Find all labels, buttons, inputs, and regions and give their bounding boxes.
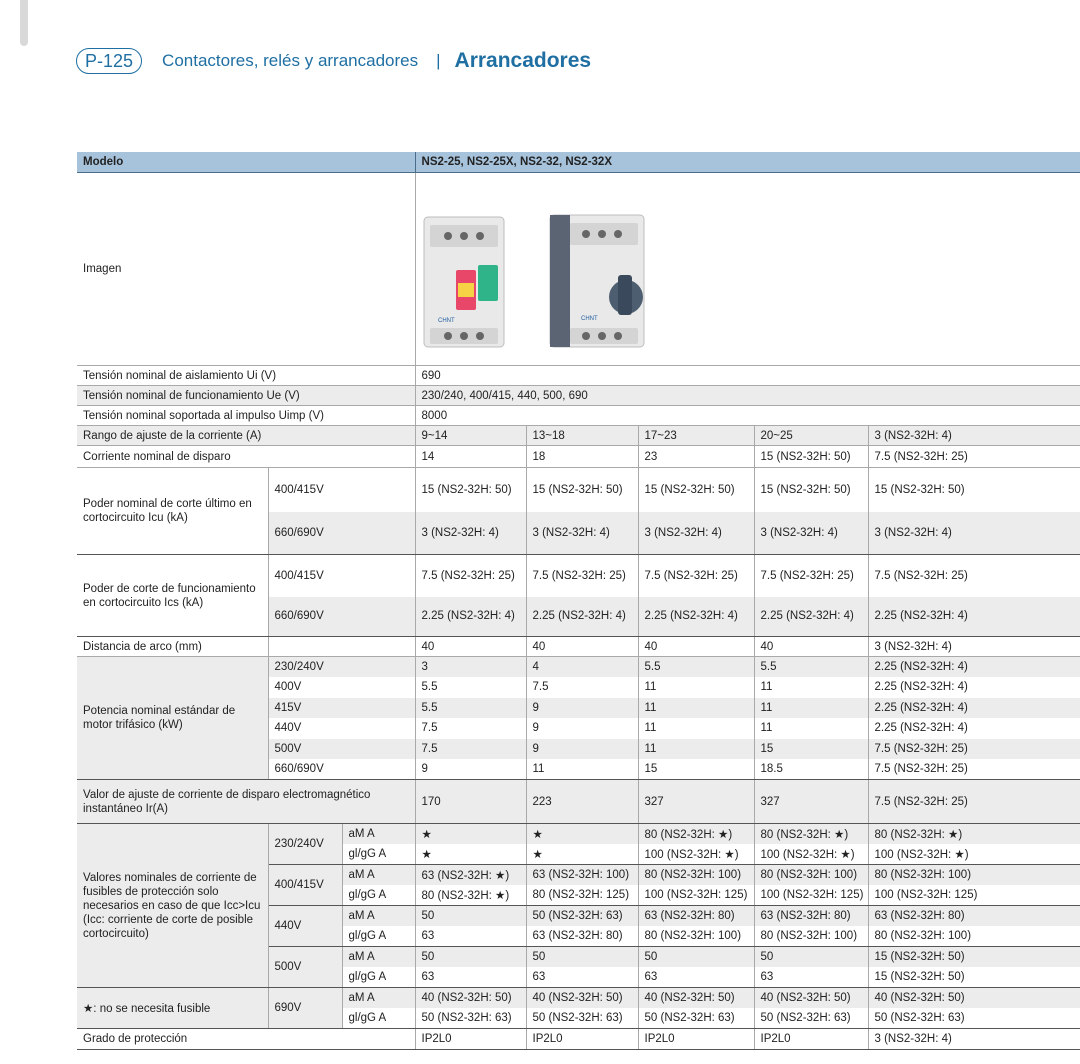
scrollbar-thumb[interactable] — [20, 0, 28, 46]
value-cell: 100 (NS2-32H: 125) — [868, 885, 1080, 906]
fuse-type: aM A — [342, 865, 415, 886]
value-cell: 223 — [526, 780, 638, 824]
value-cell: 50 (NS2-32H: 63) — [868, 1008, 1080, 1029]
spec-label: Corriente nominal de disparo — [77, 446, 415, 468]
value-cell: 3 (NS2-32H: 4) — [415, 512, 526, 555]
value-cell: 50 (NS2-32H: 63) — [415, 1008, 526, 1029]
value-cell: 63 (NS2-32H: ★) — [415, 865, 526, 886]
group-label: Poder de corte de funcionamiento en cortocircuito Ics (kA) — [77, 555, 268, 637]
value-cell: 63 (NS2-32H: 80) — [526, 926, 638, 947]
value-cell: 80 (NS2-32H: 100) — [868, 926, 1080, 947]
value-cell: 63 — [415, 926, 526, 947]
value-cell: 20~25 — [754, 426, 868, 446]
voltage-row — [77, 468, 1080, 512]
value-cell: IP2L0 — [638, 1029, 754, 1050]
value-cell: 9 — [526, 718, 638, 739]
voltage-label: 230/240V — [268, 824, 342, 865]
value-cell: 50 (NS2-32H: 63) — [526, 1008, 638, 1029]
value-cell: 63 — [754, 967, 868, 988]
value-cell: 50 — [415, 906, 526, 927]
value-cell: 11 — [754, 677, 868, 698]
value-cell: 100 (NS2-32H: 125) — [638, 885, 754, 906]
voltage-label: 415V — [268, 698, 415, 719]
value-cell: 50 — [415, 947, 526, 968]
value-cell: ★ — [415, 824, 526, 845]
value-cell: 63 (NS2-32H: 80) — [638, 906, 754, 927]
group-label: Valores nominales de corriente de fusibles de protección solo necesarios en caso de que Icc>Icu (Icc: corriente de corte de posible cortocircuito) — [77, 824, 268, 988]
value-cell: 80 (NS2-32H: ★) — [638, 824, 754, 845]
value-cell: 50 (NS2-32H: 63) — [754, 1008, 868, 1029]
value-cell: IP2L0 — [754, 1029, 868, 1050]
fuse-type: aM A — [342, 906, 415, 927]
voltage-label: 400/415V — [268, 468, 415, 512]
value-cell: 2.25 (NS2-32H: 4) — [638, 597, 754, 637]
model-value: NS2-25, NS2-25X, NS2-32, NS2-32X — [415, 152, 1080, 173]
fuse-row — [77, 988, 1080, 1009]
spec-label: Grado de protección — [77, 1029, 415, 1050]
voltage-label: 400/415V — [268, 865, 342, 906]
value-cell: 9 — [415, 759, 526, 780]
value-cell: 23 — [638, 446, 754, 468]
product-image-cell — [415, 173, 1080, 366]
value-cell: 50 — [638, 947, 754, 968]
image-label: Imagen — [77, 173, 415, 366]
value-cell: 3 (NS2-32H: 4) — [754, 512, 868, 555]
value-cell: 2.25 (NS2-32H: 4) — [874, 722, 968, 735]
spec-label: Tensión nominal de funcionamiento Ue (V) — [77, 386, 415, 406]
image-row — [77, 173, 1080, 366]
empty-cell — [268, 637, 415, 657]
value-cell: 80 (NS2-32H: ★) — [874, 829, 963, 841]
value-cell: 50 — [526, 947, 638, 968]
value-cell: 18 — [526, 446, 638, 468]
value-cell: 15 — [638, 759, 754, 780]
fuse-type: aM A — [342, 824, 415, 845]
spec-label: Distancia de arco (mm) — [77, 637, 268, 657]
spec-row — [77, 780, 1080, 824]
value-cell: 7.5 (NS2-32H: 25) — [415, 555, 526, 597]
value-cell: 14 — [415, 446, 526, 468]
model-label: Modelo — [77, 152, 415, 173]
value-cell: ★ — [526, 844, 638, 865]
value-cell: 100 (NS2-32H: ★) — [754, 844, 868, 865]
voltage-label: 230/240V — [268, 657, 415, 678]
value-cell: 11 — [638, 677, 754, 698]
page-title: Arrancadores — [454, 49, 592, 72]
brand-mark-left: CHNT — [437, 318, 455, 324]
value-cell: 40 — [638, 637, 754, 657]
value-cell: 40 (NS2-32H: 50) — [415, 988, 526, 1009]
value-cell: 40 (NS2-32H: 50) — [526, 988, 638, 1009]
value-cell: 11 — [754, 718, 868, 739]
value-cell: 80 (NS2-32H: 100) — [754, 926, 868, 947]
value-cell: 7.5 (NS2-32H: 25) — [868, 780, 1080, 824]
voltage-label: 660/690V — [268, 512, 415, 555]
value-cell: 170 — [415, 780, 526, 824]
value-cell: 9 — [526, 739, 638, 760]
value-cell: 63 (NS2-32H: 100) — [526, 865, 638, 886]
brand-mark-right: CHNT — [580, 316, 598, 322]
value-cell: 3 (NS2-32H: 4) — [638, 512, 754, 555]
value-cell: ★ — [526, 824, 638, 845]
voltage-label: 400V — [268, 677, 415, 698]
voltage-label: 400/415V — [268, 555, 415, 597]
fuse-type: aM A — [342, 947, 415, 968]
value-cell: 4 — [526, 657, 638, 678]
value-cell: 100 (NS2-32H: ★) — [868, 844, 1080, 865]
spec-row — [77, 366, 1080, 386]
value-cell: 40 — [415, 637, 526, 657]
value-cell: 18.5 — [754, 759, 868, 780]
spec-label: Tensión nominal soportada al impulso Uimp (V) — [77, 406, 415, 426]
spec-row — [77, 446, 1080, 468]
value-cell: 40 (NS2-32H: 50) — [874, 992, 965, 1004]
value-cell: 11 — [526, 759, 638, 780]
value-cell: 80 (NS2-32H: 125) — [526, 885, 638, 906]
voltage-label: 660/690V — [268, 597, 415, 637]
value-cell: 2.25 (NS2-32H: 4) — [874, 681, 968, 694]
value-cell: 2.25 (NS2-32H: 4) — [874, 701, 968, 714]
value-cell: 5.5 — [415, 698, 526, 719]
value-cell: 15 (NS2-32H: 50) — [874, 951, 965, 963]
group-label: Potencia nominal estándar de motor trifásico (kW) — [77, 657, 268, 780]
value-cell: 2.25 (NS2-32H: 4) — [754, 597, 868, 637]
value-cell: 327 — [754, 780, 868, 824]
value-cell: 15 — [754, 739, 868, 760]
value-cell: 7.5 — [526, 677, 638, 698]
value-cell: 7.5 — [415, 718, 526, 739]
value-cell: 11 — [638, 718, 754, 739]
voltage-label: 690V — [268, 988, 342, 1029]
value-cell: 17~23 — [638, 426, 754, 446]
value-cell: 80 (NS2-32H: 100) — [754, 865, 868, 886]
value-cell: 63 — [526, 967, 638, 988]
value-cell: 15 (NS2-32H: 50) — [868, 967, 1080, 988]
page-code-badge: P-125 — [76, 48, 142, 74]
fuse-type: gl/gG A — [342, 1008, 415, 1029]
spec-label: Tensión nominal de aislamiento Ui (V) — [77, 366, 415, 386]
value-cell: 63 (NS2-32H: 80) — [754, 906, 868, 927]
value-cell: 7.5 (NS2-32H: 25) — [526, 555, 638, 597]
power-row — [77, 657, 1080, 678]
value-cell: 50 (NS2-32H: 63) — [526, 906, 638, 927]
value-cell: 7.5 (NS2-32H: 25) — [868, 446, 1080, 468]
value-cell: 5.5 — [415, 677, 526, 698]
fuse-type: gl/gG A — [342, 844, 415, 865]
starter-push-button-image — [424, 217, 504, 347]
value-cell: 15 (NS2-32H: 50) — [874, 483, 965, 496]
value-cell: 2.25 (NS2-32H: 4) — [874, 661, 968, 673]
breadcrumb-separator: | — [436, 51, 441, 70]
value-cell: 40 (NS2-32H: 50) — [754, 988, 868, 1009]
value-cell: 7.5 (NS2-32H: 25) — [868, 759, 1080, 780]
value-cell: 2.25 (NS2-32H: 4) — [415, 597, 526, 637]
value-cell: 80 (NS2-32H: 100) — [638, 865, 754, 886]
value-cell: 7.5 (NS2-32H: 25) — [754, 555, 868, 597]
value-cell: 5.5 — [754, 657, 868, 678]
value-cell: 13~18 — [526, 426, 638, 446]
fuse-type: gl/gG A — [342, 885, 415, 906]
voltage-label: 440V — [268, 906, 342, 947]
voltage-label: 660/690V — [268, 759, 415, 780]
spec-label: Valor de ajuste de corriente de disparo electromagnético instantáneo Ir(A) — [77, 780, 415, 824]
fuse-row — [77, 824, 1080, 845]
value-cell: 3 (NS2-32H: 4) — [868, 426, 1080, 446]
value-cell: 15 (NS2-32H: 50) — [415, 468, 526, 512]
value-cell: 9 — [526, 698, 638, 719]
value-cell: 15 (NS2-32H: 50) — [754, 446, 868, 468]
value-cell: 11 — [638, 698, 754, 719]
value-cell: 40 — [754, 637, 868, 657]
value-cell: IP2L0 — [415, 1029, 526, 1050]
value-cell: 80 (NS2-32H: ★) — [415, 885, 526, 906]
value-cell: 63 — [638, 967, 754, 988]
value-cell: 80 (NS2-32H: 100) — [874, 869, 972, 881]
value-cell: 11 — [754, 698, 868, 719]
spec-row — [77, 386, 1080, 406]
model-row — [77, 152, 1080, 173]
value-cell: 9~14 — [415, 426, 526, 446]
spec-row — [77, 406, 1080, 426]
value-cell: 40 (NS2-32H: 50) — [638, 988, 754, 1009]
value-cell: 3 — [415, 657, 526, 678]
value-cell: 7.5 (NS2-32H: 25) — [874, 569, 968, 582]
page-header — [76, 46, 591, 76]
spec-table — [77, 152, 1080, 1050]
spec-value: 230/240, 400/415, 440, 500, 690 — [415, 386, 1080, 406]
voltage-label: 500V — [268, 739, 415, 760]
value-cell: 80 (NS2-32H: 100) — [638, 926, 754, 947]
value-cell: 15 (NS2-32H: 50) — [638, 468, 754, 512]
voltage-label: 500V — [268, 947, 342, 988]
spec-row — [77, 637, 1080, 657]
value-cell: 3 (NS2-32H: 4) — [868, 637, 1080, 657]
value-cell: 50 — [754, 947, 868, 968]
section-breadcrumb: Contactores, relés y arrancadores — [162, 51, 419, 70]
value-cell: 11 — [638, 739, 754, 760]
fuse-note: ★: no se necesita fusible — [77, 988, 268, 1029]
value-cell: 40 — [526, 637, 638, 657]
starter-rotary-knob-image — [550, 215, 644, 347]
value-cell: 3 (NS2-32H: 4) — [868, 512, 1080, 555]
value-cell: 327 — [638, 780, 754, 824]
product-images — [416, 173, 656, 353]
value-cell: 63 (NS2-32H: 80) — [874, 910, 965, 922]
value-cell: 15 (NS2-32H: 50) — [526, 468, 638, 512]
value-cell: 50 (NS2-32H: 63) — [638, 1008, 754, 1029]
spec-row — [77, 1029, 1080, 1050]
value-cell: 15 (NS2-32H: 50) — [754, 468, 868, 512]
value-cell: 100 (NS2-32H: ★) — [638, 844, 754, 865]
value-cell: 80 (NS2-32H: ★) — [754, 824, 868, 845]
value-cell: 7.5 (NS2-32H: 25) — [874, 742, 968, 755]
spec-label: Rango de ajuste de la corriente (A) — [77, 426, 415, 446]
value-cell: 100 (NS2-32H: 125) — [754, 885, 868, 906]
value-cell: 5.5 — [638, 657, 754, 678]
fuse-type: gl/gG A — [342, 967, 415, 988]
spec-row — [77, 426, 1080, 446]
value-cell: ★ — [415, 844, 526, 865]
value-cell: 3 (NS2-32H: 4) — [526, 512, 638, 555]
value-cell: 7.5 (NS2-32H: 25) — [638, 555, 754, 597]
value-cell: 2.25 (NS2-32H: 4) — [526, 597, 638, 637]
spec-value: 8000 — [415, 406, 1080, 426]
value-cell: 7.5 — [415, 739, 526, 760]
value-cell: 63 — [415, 967, 526, 988]
fuse-type: gl/gG A — [342, 926, 415, 947]
voltage-row — [77, 555, 1080, 597]
fuse-type: aM A — [342, 988, 415, 1009]
group-label: Poder nominal de corte último en cortocircuito Icu (kA) — [77, 468, 268, 555]
value-cell: 3 (NS2-32H: 4) — [868, 1029, 1080, 1050]
spec-value: 690 — [415, 366, 1080, 386]
voltage-label: 440V — [268, 718, 415, 739]
value-cell: IP2L0 — [526, 1029, 638, 1050]
value-cell: 2.25 (NS2-32H: 4) — [868, 597, 1080, 637]
